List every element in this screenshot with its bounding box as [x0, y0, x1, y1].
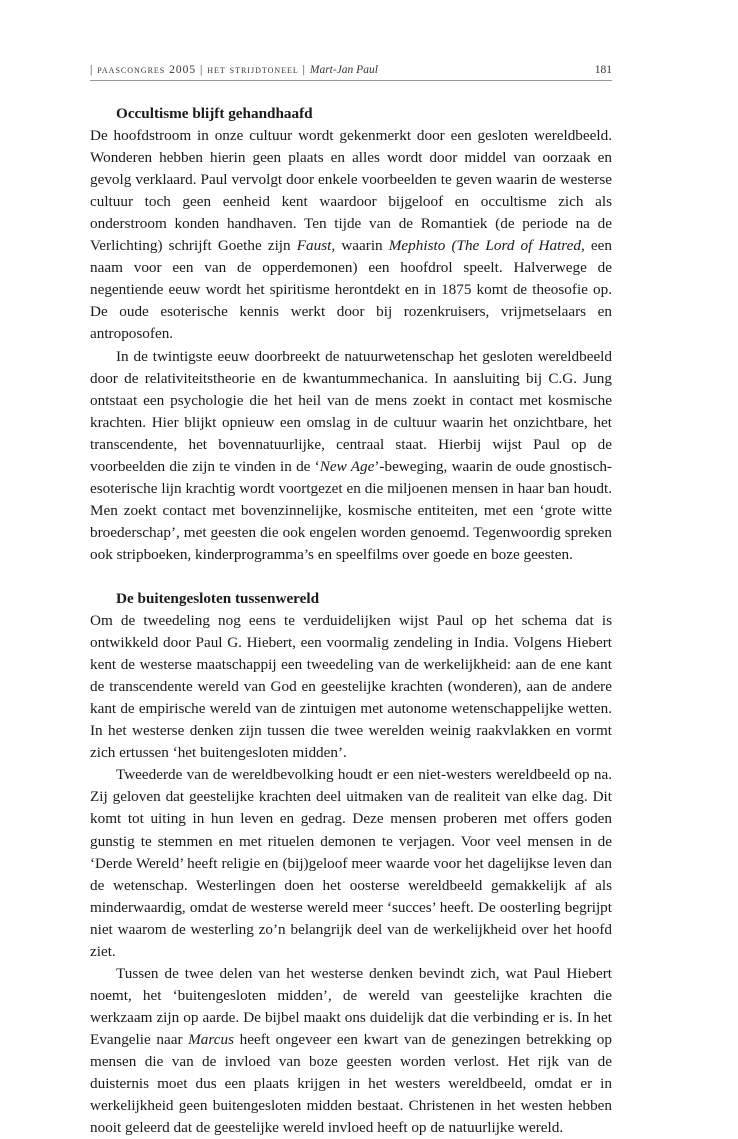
author-name: Mart-Jan Paul	[309, 64, 378, 76]
running-header	[90, 64, 612, 76]
paragraph: Tussen de twee delen van het westerse denken bevindt zich, wat Paul Hiebert noemt, het ‘buitengesloten midden’, de wereld van geestelijke krachten die werkzaam zijn op aarde. De bijbel maakt ons duidelijk dat die verbinding er is. In het Evangelie naar Marcus heeft ongeveer een kwart van de genezingen betrekking op mensen die van de invloed van boze geesten worden verlost. Het rijk van de duisternis moet dus een plaats krijgen in het westers wereldbeeld, omdat er in werkelijkheid geen buitengesloten midden bestaat. Christenen in het westen hebben nooit geleerd dat de geestelijke wereld invloed heeft op de natuurlijke wereld.	[90, 964, 612, 1137]
paragraph: De hoofdstroom in onze cultuur wordt gekenmerkt door een gesloten wereldbeeld. Wonderen hebben hierin geen plaats en alles wordt door middel van oorzaak en gevolg verklaard. Paul vervolgt door enkele voorbeelden te geven waarin de westerse cultuur toch geen eenheid kent waardoor bijgeloof en occultisme zich als onderstroom konden handhaven. Ten tijde van de Romantiek (de periode na de Verlichting) schrijft Goethe zijn Faust, waarin Mephisto (The Lord of Hatred, een naam voor een van de opperdemonen) een hoofdrol speelt. Halverwege de negentiende eeuw wordt het spiritisme herontdekt en in 1875 komt de theosofie op. De oude esoterische kennis werkt door bij rozenkruisers, vrijmetselaars en antroposofen.	[90, 127, 612, 343]
italic-term: New Age	[319, 457, 375, 475]
section-title: het strijdtoneel	[207, 64, 299, 76]
italic-title: Marcus	[188, 1030, 234, 1048]
header-sep: |	[90, 64, 94, 76]
header-sep: |	[302, 64, 306, 76]
paragraph: Om de tweedeling nog eens te verduidelijken wijst Paul op het schema dat is ontwikkeld door Paul G. Hiebert, een voormalig zendeling in India. Volgens Hiebert kent de westerse maatschappij een tweedeling van de werkelijkheid: aan de ene kant de transcendente wereld van God en geestelijke krachten (wonderen), aan de andere kant de empirische wereld van de zintuigen met autonome wetenschappelijke wetten. In het westerse denken zijn tussen die twee werelden weinig raakvlakken en vormt zich ertussen ‘het buitengesloten midden’.	[90, 612, 612, 762]
section-heading-tussenwereld: De buitengesloten tussenwereld	[116, 589, 320, 607]
section-heading-occultisme: Occultisme blijft gehandhaafd	[116, 105, 313, 122]
italic-title: Mephisto (The Lord of Hatred	[388, 237, 581, 255]
page-body	[90, 103, 612, 1139]
header-rule	[90, 80, 612, 81]
running-title	[90, 64, 378, 76]
journal-title: paascongres 2005	[97, 64, 197, 76]
italic-title: Faust	[296, 237, 332, 255]
paragraph: Tweederde van de wereldbevolking houdt er een niet-westers wereldbeeld op na. Zij geloven dat geestelijke krachten deel uitmaken van de realiteit van elke dag. Dit komt tot uiting in hun leven en gedrag. Deze mensen proberen met offers goden gunstig te stemmen en met rituelen demonen te verjagen. Voor veel mensen in de ‘Derde Wereld’ heeft religie en (bij)geloof meer waarde voor het dagelijkse leven dan de wetenschap. Westerlingen doen het oosterse wereldbeeld gemakkelijk af als minderwaardig, omdat de westerse wereld meer ‘succes’ heeft. De oosterling begrijpt niet waarom de westerling zo’n belangrijk deel van de werkelijkheid over het hoofd ziet.	[90, 766, 612, 960]
header-sep: |	[200, 64, 204, 76]
paragraph: In de twintigste eeuw doorbreekt de natuurwetenschap het gesloten wereldbeeld door de relativiteitstheorie en de kwantummechanica. In aansluiting bij C.G. Jung ontstaat een psychologie die het heil van de mens zoekt in contact met kosmische krachten. Hier blijkt opnieuw een omslag in de cultuur waarin het onzichtbare, het transcendente, het bovennatuurlijke, centraal staat. Hierbij wijst Paul op de voorbeelden die zijn te vinden in de ‘New Age’-beweging, waarin de oude gnostisch-esoterische lijn krachtig wordt voortgezet en die miljoenen mensen in haar ban houdt. Men zoekt contact met bovenzinnelijke, kosmische entiteiten, met een ‘grote witte broederschap’, met geesten die ook engelen worden genoemd. Tegenwoordig spreken ook stripboeken, kinderprogramma’s en speelfilms over goede en boze geesten.	[90, 347, 612, 563]
page-number: 181	[594, 64, 612, 76]
